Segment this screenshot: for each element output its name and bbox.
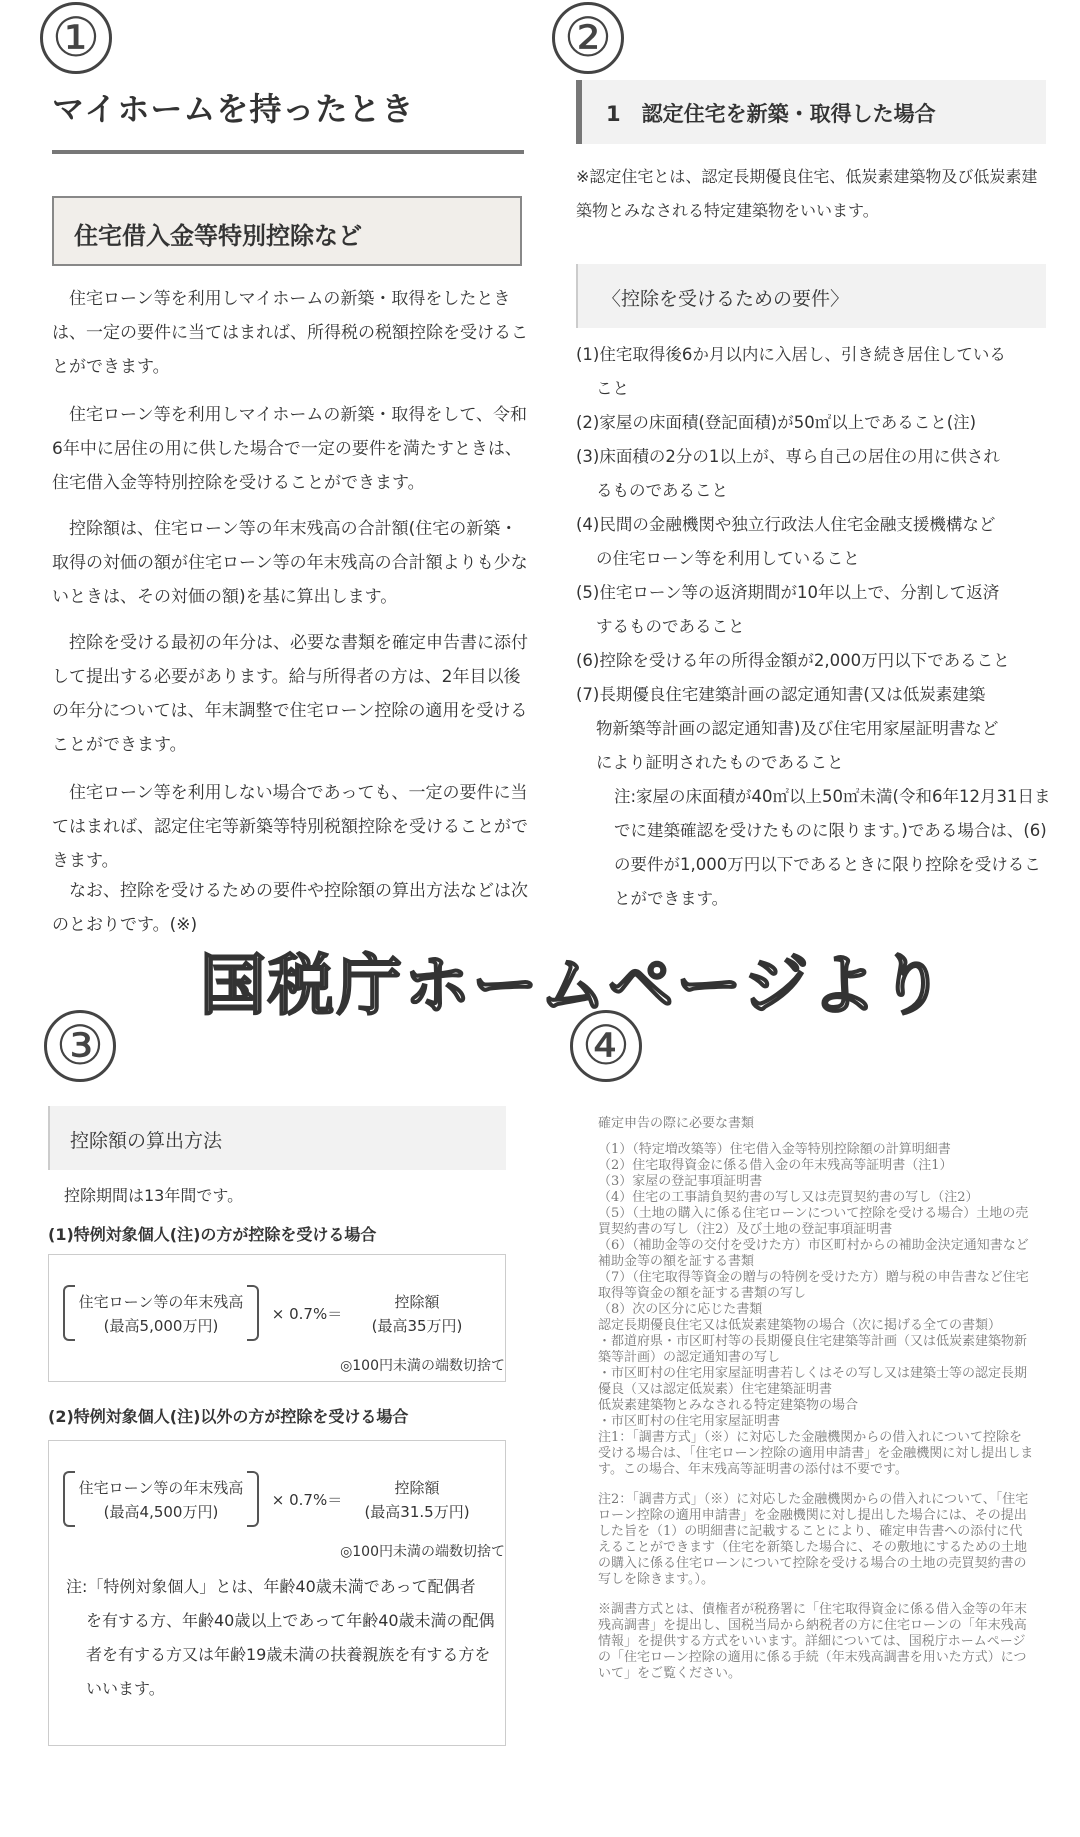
rate: × 0.7%＝ bbox=[271, 1305, 343, 1323]
paragraph-2: 住宅ローン等を利用しマイホームの新築・取得をして、令和6年中に居住の用に供した場合で一定の要件を満たすときは、住宅借入金等特別控除を受けることができます。 bbox=[52, 405, 527, 493]
certified-housing-note: ※認定住宅とは、認定長期優良住宅、低炭素建築物及び低炭素建築物とみなされる特定建築物をいいます。 bbox=[576, 167, 1038, 220]
document-note-3: ※調書方式とは、債権者が税務署に「住宅取得資金に係る借入金等の年末残高調書」を提出し、国税当局から納税者の方に住宅ローンの「年末残高情報」を提供する方式をいいます。詳細については、国税庁ホームページの「住宅ローン控除の適用に係る手続（年末残高調書を用いた方式）について」をご覧ください。 bbox=[598, 1602, 1028, 1681]
paragraph-5: 住宅ローン等を利用しない場合であっても、一定の要件に当てはまれば、認定住宅等新築等特別税額控除を受けることができます。 bbox=[52, 783, 528, 871]
deduction-label: 控除額 bbox=[394, 1293, 440, 1311]
document-line: （1）（特定増改築等）住宅借入金等特別控除額の計算明細書 bbox=[598, 1142, 951, 1157]
document-line: （4）住宅の工事請負契約書の写し又は売買契約書の写し（注2） bbox=[598, 1190, 979, 1205]
paragraph-6: なお、控除を受けるための要件や控除額の算出方法などは次のとおりです。(※) bbox=[52, 881, 528, 935]
page-title: マイホームを持ったとき bbox=[52, 90, 415, 128]
document-line: 認定長期優良住宅又は低炭素建築物の場合（次に掲げる全ての書類） bbox=[598, 1318, 1002, 1333]
requirement-item: により証明されたものであること bbox=[596, 753, 844, 772]
marker-4: ④ bbox=[570, 1010, 642, 1082]
document-line: （5）（土地の購入に係る住宅ローンについて控除を受ける場合）土地の売買契約書の写し（注2）及び土地の登記事項証明書 bbox=[598, 1206, 1029, 1237]
document-note-1: 注1：「調書方式」（※）に対応した金融機関からの借入れについて控除を受ける場合は、「住宅ローン控除の適用申請書」を金融機関に対し提出します。この場合、年末残高等証明書の添付は不要です。 bbox=[598, 1430, 1034, 1477]
rate: × 0.7%＝ bbox=[271, 1491, 343, 1509]
document-line: （8）次の区分に応じた書類 bbox=[598, 1302, 763, 1317]
balance-max: (最高4,500万円) bbox=[103, 1503, 219, 1521]
panel-4-required-documents bbox=[598, 1116, 1034, 1682]
balance-max: (最高5,000万円) bbox=[103, 1317, 219, 1335]
deduction-max: (最高31.5万円) bbox=[364, 1503, 470, 1521]
document-line: （3）家屋の登記事項証明書 bbox=[598, 1174, 763, 1189]
document-line: ・市区町村の住宅用家屋証明書 bbox=[598, 1414, 781, 1429]
balance-label: 住宅ローン等の年末残高 bbox=[78, 1479, 244, 1497]
requirement-item: (4)民間の金融機関や独立行政法人住宅金融支援機構など の住宅ローン等を利用していること bbox=[576, 515, 996, 568]
certified-housing-heading-box bbox=[576, 80, 1046, 144]
document-line: ・都道府県・市区町村等の長期優良住宅建築等計画（又は低炭素建築物新築等計画）の認定通知書の写し bbox=[598, 1334, 1028, 1365]
case-1-formula bbox=[48, 1254, 506, 1382]
requirement-item: (3)床面積の2分の1以上が、専ら自己の居住の用に供され るものであること bbox=[576, 447, 1000, 500]
deduction-period: 控除期間は13年間です。 bbox=[64, 1186, 244, 1205]
document-note-2: 注2：「調書方式」（※）に対応した金融機関からの借入れについて、「住宅ローン控除の適用申請書」を金融機関に対し提出した場合には、その提出した旨を（1）の明細書に記載することにより、確定申告書への添付に代えることができます（住宅を新築した場合に、その敷地にするための土地の購入に係る住宅ローンについて控除を受ける場合の土地の売買契約書の写しを除きます。）。 bbox=[598, 1492, 1029, 1587]
rounding-note: ◎100円未満の端数切捨て bbox=[340, 1358, 505, 1374]
rounding-note: ◎100円未満の端数切捨て bbox=[340, 1544, 505, 1560]
requirement-item: (5)住宅ローン等の返済期間が10年以上で、分割して返済 するものであること bbox=[576, 583, 1000, 636]
marker-1: ① bbox=[40, 2, 112, 74]
document-line: （2）住宅取得資金に係る借入金の年末残高等証明書（注1） bbox=[598, 1158, 953, 1173]
deduction-max: (最高35万円) bbox=[371, 1317, 463, 1335]
document-line: 低炭素建築物とみなされる特定建築物の場合 bbox=[598, 1398, 859, 1413]
deduction-label: 控除額 bbox=[394, 1479, 440, 1497]
source-banner: 国税庁ホームページより bbox=[200, 946, 947, 1024]
section-heading: 住宅借入金等特別控除など bbox=[74, 222, 362, 250]
requirements-footnote: 注:家屋の床面積が40㎡以上50㎡未満(令和6年12月31日までに建築確認を受けたものに限ります。)である場合は、(6)の要件が1,000万円以下であるときに限り控除を受けることができます。 bbox=[614, 787, 1051, 908]
marker-2: ② bbox=[552, 2, 624, 74]
requirement-item: (6)控除を受ける年の所得金額が2,000万円以下であること bbox=[576, 651, 1010, 670]
document-line: （7）（住宅取得等資金の贈与の特例を受けた方）贈与税の申告書など住宅取得等資金の額を証する書類の写し bbox=[598, 1270, 1029, 1301]
document-line: ・市区町村の住宅用家屋証明書若しくはその写し又は建築士等の認定長期優良（又は認定低炭素）住宅建築証明書 bbox=[598, 1366, 1028, 1397]
balance-label: 住宅ローン等の年末残高 bbox=[78, 1293, 244, 1311]
marker-3: ③ bbox=[44, 1010, 116, 1082]
title-divider bbox=[52, 150, 524, 154]
case-1-title: (1)特例対象個人(注)の方が控除を受ける場合 bbox=[48, 1225, 377, 1244]
certified-housing-heading: 1 認定住宅を新築・取得した場合 bbox=[606, 102, 936, 126]
calculation-heading: 控除額の算出方法 bbox=[70, 1130, 223, 1152]
case-2-title: (2)特例対象個人(注)以外の方が控除を受ける場合 bbox=[48, 1407, 409, 1426]
requirement-item: (2)家屋の床面積(登記面積)が50㎡以上であること(注) bbox=[576, 413, 977, 432]
paragraph-1: 住宅ローン等を利用しマイホームの新築・取得をしたときは、一定の要件に当てはまれば、所得税の税額控除を受けることができます。 bbox=[52, 289, 528, 377]
requirements-heading: 〈控除を受けるための要件〉 bbox=[602, 288, 850, 310]
document-line: （6）（補助金等の交付を受けた方）市区町村からの補助金決定通知書など補助金等の額を証する書類 bbox=[598, 1238, 1029, 1269]
documents-title: 確定申告の際に必要な書類 bbox=[598, 1116, 755, 1131]
requirements-heading-box bbox=[576, 264, 1046, 328]
special-individual-note: 注:「特例対象個人」とは、年齢40歳未満であって配偶者 を有する方、年齢40歳以上であって年齢40歳未満の配偶者を有する方又は年齢19歳未満の扶養親族を有する方をいいます。 bbox=[66, 1577, 495, 1698]
calculation-heading-box bbox=[48, 1106, 506, 1170]
requirement-item: (1)住宅取得後6か月以内に入居し、引き続き居住している こと bbox=[576, 345, 1006, 398]
section-heading-box bbox=[52, 196, 522, 266]
paragraph-3: 控除額は、住宅ローン等の年末残高の合計額(住宅の新築・取得の対価の額が住宅ローン等の年末残高の合計額よりも少ないときは、その対価の額)を基に算出します。 bbox=[52, 519, 528, 607]
paragraph-4: 控除を受ける最初の年分は、必要な書類を確定申告書に添付して提出する必要があります。給与所得者の方は、2年目以後の年分については、年末調整で住宅ローン控除の適用を受けることができます。 bbox=[52, 633, 528, 755]
requirement-item: (7)長期優良住宅建築計画の認定通知書(又は低炭素建築 物新築等計画の認定通知書)及び住宅用家屋証明書など bbox=[576, 685, 999, 738]
